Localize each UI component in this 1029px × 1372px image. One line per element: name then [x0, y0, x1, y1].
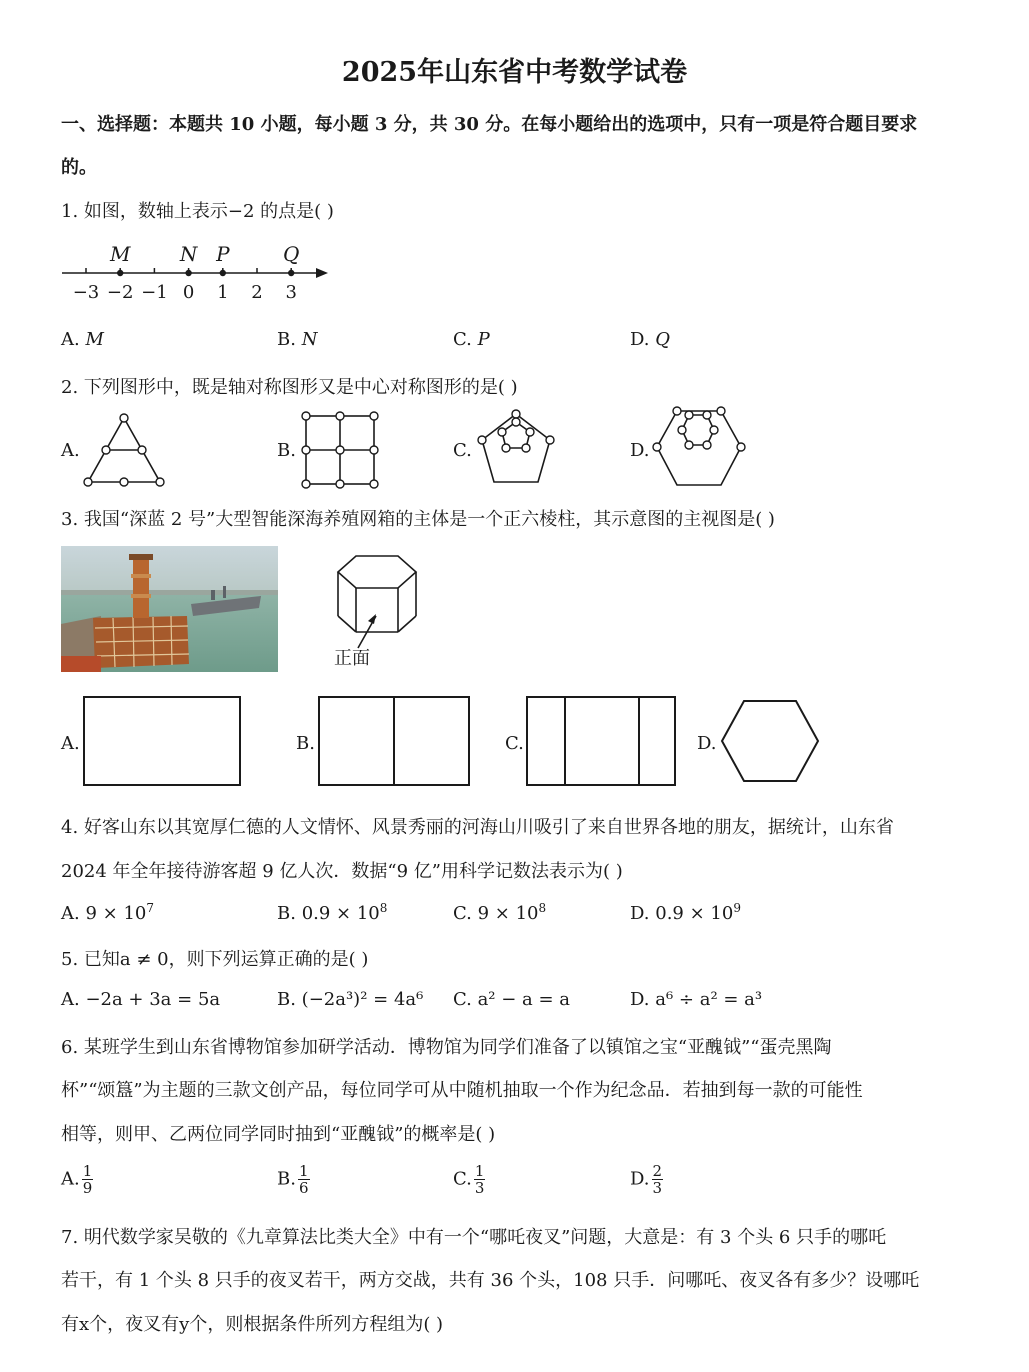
fraction: $\frac{1}{6}$: [298, 1162, 309, 1197]
q5-option-a[interactable]: A. −2a + 3a = 5a: [61, 989, 221, 1010]
q6-stem-line2: 杯”“颂簋”为主题的三款文创产品，每位同学可从中随机抽取一个作为纪念品．若抽到每一款的可能性: [61, 1080, 863, 1101]
q5-stem: 5. 已知a ≠ 0，则下列运算正确的是( ): [61, 949, 369, 970]
q2-pentagon-figure[interactable]: [474, 406, 558, 490]
fraction: $\frac{2}{3}$: [652, 1162, 663, 1197]
number-line-arrow: [316, 268, 328, 278]
q4-stem-line2: 2024 年全年接待游客超 9 亿人次．数据“9 亿”用科学记数法表示为( ): [61, 861, 623, 882]
number-line-point-label: Q: [282, 242, 300, 266]
aquaculture-cage-photo: [61, 546, 278, 672]
number-line-point: [185, 270, 191, 276]
q2-stem: 2. 下列图形中，既是轴对称图形又是中心对称图形的是( ): [61, 377, 518, 398]
q2-option-b-key[interactable]: B.: [277, 440, 296, 461]
fraction: $\frac{1}{9}$: [82, 1162, 93, 1197]
number-line-tick-label: 2: [251, 282, 263, 303]
page-title: 2025年山东省中考数学试卷: [341, 57, 688, 88]
number-line-point: [288, 270, 294, 276]
q2-hexagon-figure[interactable]: [652, 405, 746, 493]
number-line-point: [220, 270, 226, 276]
q5-option-b[interactable]: B. (−2a³)² = 4a⁶: [277, 989, 424, 1010]
q3-stem: 3. 我国“深蓝 2 号”大型智能深海养殖网箱的主体是一个正六棱柱，其示意图的主视图是( ): [61, 509, 775, 530]
q6-stem-line3: 相等，则甲、乙两位同学同时抽到“亚醜钺”的概率是( ): [61, 1124, 496, 1145]
q6-option-d[interactable]: D. $\frac{2}{3}$: [630, 1162, 663, 1197]
number-line-point-label: N: [179, 242, 198, 266]
q6-option-c[interactable]: C. $\frac{1}{3}$: [453, 1162, 485, 1197]
number-line-tick-label: 0: [182, 282, 195, 303]
q7-stem-line2: 若干，有 1 个头 8 只手的夜叉若干，两方交战，共有 36 个头，108 只手．问哪吒、夜叉各有多少？设哪吒: [61, 1270, 920, 1291]
q5-option-d[interactable]: D. a⁶ ÷ a² = a³: [630, 989, 763, 1010]
number-line-tick-label: −2: [106, 282, 134, 303]
fraction: $\frac{1}{3}$: [474, 1162, 485, 1197]
q3-option-b-figure[interactable]: [317, 695, 473, 789]
q4-option-a[interactable]: A. $9 \times 10^7$: [61, 901, 154, 924]
front-face-label: 正面: [334, 648, 370, 669]
q6-option-b[interactable]: B. $\frac{1}{6}$: [277, 1162, 309, 1197]
q2-grid-figure[interactable]: [300, 410, 380, 490]
number-line-tick-label: −3: [72, 282, 100, 303]
section-heading-line1: 一、选择题：本题共 10 小题，每小题 3 分，共 30 分。在每小题给出的选项中，只有一项是符合题目要求: [61, 114, 918, 135]
q4-stem-line1: 4. 好客山东以其宽厚仁德的人文情怀、风景秀丽的河海山川吸引了来自世界各地的朋友，据统计，山东省: [61, 817, 894, 838]
q6-option-a[interactable]: A. $\frac{1}{9}$: [61, 1162, 93, 1197]
number-line-tick-label: −1: [141, 282, 168, 303]
section-heading-line2: 的。: [61, 157, 97, 178]
q3-option-c-key[interactable]: C.: [505, 733, 524, 754]
q7-stem-line3: 有x个，夜叉有y个，则根据条件所列方程组为( ): [61, 1314, 444, 1335]
q1-option-c[interactable]: C. P: [453, 329, 490, 350]
q6-stem-line1: 6. 某班学生到山东省博物馆参加研学活动．博物馆为同学们准备了以镇馆之宝“亚醜钺”“蛋壳黑陶: [61, 1037, 832, 1058]
q2-option-d-key[interactable]: D.: [630, 440, 650, 461]
number-line-tick-label: 1: [217, 282, 229, 303]
q2-option-a-key[interactable]: A.: [61, 440, 80, 461]
number-line-point-label: P: [216, 242, 230, 266]
q3-option-a-figure[interactable]: [82, 695, 244, 789]
q5-option-c[interactable]: C. a² − a = a: [453, 989, 571, 1010]
q7-stem-line1: 7. 明代数学家吴敬的《九章算法比类大全》中有一个“哪吒夜叉”问题，大意是：有 3 个头 6 只手的哪吒: [61, 1227, 887, 1248]
q1-number-line: [58, 236, 338, 306]
q1-option-b[interactable]: B. N: [277, 329, 318, 350]
q4-option-d[interactable]: D. $0.9 \times 10^9$: [630, 901, 741, 924]
q3-option-a-key[interactable]: A.: [61, 733, 80, 754]
q1-stem: 1. 如图，数轴上表示−2 的点是( ): [61, 201, 334, 222]
q3-option-d-figure[interactable]: [718, 699, 822, 783]
number-line-tick-label: 3: [285, 282, 297, 303]
q2-option-c-key[interactable]: C.: [453, 440, 472, 461]
number-line-point-label: M: [109, 242, 131, 266]
q3-option-b-key[interactable]: B.: [296, 733, 315, 754]
q3-option-c-figure[interactable]: [525, 695, 679, 789]
q1-option-a[interactable]: A. M: [61, 329, 104, 350]
q2-triangle-figure[interactable]: [82, 410, 167, 490]
q4-option-c[interactable]: C. $9 \times 10^8$: [453, 901, 547, 924]
number-line-point: [117, 270, 123, 276]
q4-option-b[interactable]: B. $0.9 \times 10^8$: [277, 901, 388, 924]
q3-option-d-key[interactable]: D.: [697, 733, 717, 754]
q1-option-d[interactable]: D. Q: [630, 329, 671, 350]
